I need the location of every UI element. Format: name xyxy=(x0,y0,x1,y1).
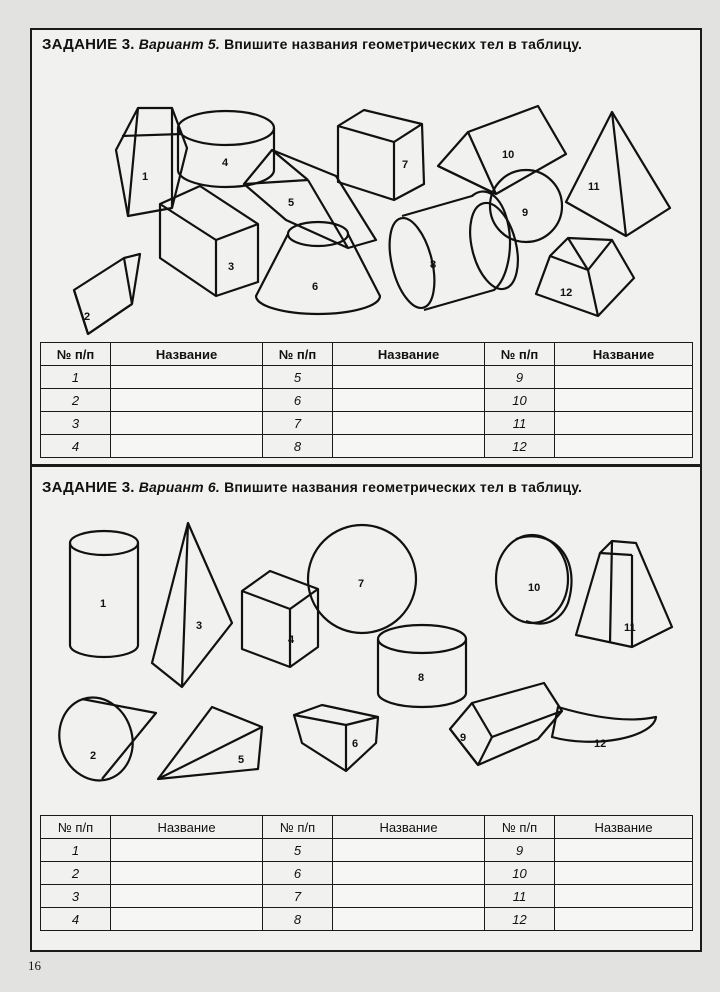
name-cell[interactable] xyxy=(111,908,263,931)
col-header-name: Название xyxy=(333,343,485,366)
shape-12-label: 12 xyxy=(560,287,573,299)
shape-7-sphere xyxy=(308,525,416,633)
col-header-number: № п/п xyxy=(485,816,555,839)
shape-11-label: 11 xyxy=(624,622,636,634)
name-cell[interactable] xyxy=(111,389,263,412)
shape-8-label: 8 xyxy=(418,672,425,684)
table-row xyxy=(41,908,693,931)
name-cell[interactable] xyxy=(555,366,693,389)
name-cell[interactable] xyxy=(555,839,693,862)
row-number: 2 xyxy=(41,862,111,885)
shape-8-cylinder-horizontal xyxy=(381,192,529,313)
shape-1-truncated-pyramid xyxy=(116,108,187,216)
name-cell[interactable] xyxy=(555,435,693,458)
table-row xyxy=(41,366,693,389)
row-number: 1 xyxy=(41,839,111,862)
task-variant-6 xyxy=(32,467,700,950)
col-header-number: № п/п xyxy=(41,343,111,366)
row-number: 8 xyxy=(263,435,333,458)
name-cell[interactable] xyxy=(111,412,263,435)
shape-12-label: 12 xyxy=(594,738,607,750)
row-number: 5 xyxy=(263,366,333,389)
shape-5-triangular-pyramid xyxy=(158,707,262,779)
shape-8-label: 8 xyxy=(430,259,437,271)
task-instruction: Впишите названия геометрических тел в таблицу. xyxy=(224,36,583,52)
row-number: 9 xyxy=(485,366,555,389)
shape-10-cylinder-disc xyxy=(496,535,572,624)
name-cell[interactable] xyxy=(333,412,485,435)
name-cell[interactable] xyxy=(333,862,485,885)
shape-3-rectangular-prism xyxy=(160,186,258,296)
name-cell[interactable] xyxy=(555,885,693,908)
shape-12-cone-sector xyxy=(552,707,656,750)
shape-3-pyramid xyxy=(152,523,232,687)
shape-4-label: 4 xyxy=(222,157,229,169)
shape-5-label: 5 xyxy=(238,754,245,766)
answer-table-variant-6 xyxy=(40,815,693,931)
shape-12-truncated-pyramid xyxy=(536,238,634,316)
worksheet-page xyxy=(30,28,702,952)
page-number: 16 xyxy=(28,958,41,973)
row-number: 7 xyxy=(263,885,333,908)
shapes-figure-variant-5 xyxy=(32,58,700,338)
name-cell[interactable] xyxy=(111,885,263,908)
shape-3-label: 3 xyxy=(196,620,203,632)
task-variant: Вариант 5. xyxy=(138,36,220,52)
row-number: 1 xyxy=(41,366,111,389)
row-number: 6 xyxy=(263,389,333,412)
task-heading xyxy=(42,479,692,496)
shape-1-label: 1 xyxy=(142,171,149,183)
name-cell[interactable] xyxy=(333,366,485,389)
name-cell[interactable] xyxy=(111,862,263,885)
shape-9-hexagonal-prism xyxy=(450,683,562,765)
col-header-number: № п/п xyxy=(485,343,555,366)
name-cell[interactable] xyxy=(555,412,693,435)
shape-6-label: 6 xyxy=(352,738,359,750)
shape-1-cylinder xyxy=(70,531,138,657)
table-header-row xyxy=(41,343,693,366)
shape-6-triangular-prism xyxy=(294,705,378,771)
name-cell[interactable] xyxy=(333,885,485,908)
shape-8-cylinder xyxy=(378,625,466,707)
col-header-name: Название xyxy=(111,816,263,839)
col-header-name: Название xyxy=(555,816,693,839)
row-number: 3 xyxy=(41,412,111,435)
shape-10-label: 10 xyxy=(528,582,541,594)
name-cell[interactable] xyxy=(555,862,693,885)
shape-11-pyramid xyxy=(566,112,670,236)
table-row xyxy=(41,435,693,458)
name-cell[interactable] xyxy=(333,435,485,458)
shape-4-label: 4 xyxy=(288,634,295,646)
task-variant-5 xyxy=(32,30,700,467)
shape-7-cube xyxy=(338,110,424,200)
table-header-row xyxy=(41,816,693,839)
shape-11-truncated-pyramid xyxy=(576,541,672,647)
col-header-number: № п/п xyxy=(263,816,333,839)
row-number: 4 xyxy=(41,435,111,458)
table-row xyxy=(41,862,693,885)
name-cell[interactable] xyxy=(111,366,263,389)
name-cell[interactable] xyxy=(555,389,693,412)
shape-4-cylinder xyxy=(178,111,274,187)
shape-10-triangular-prism xyxy=(438,106,566,194)
shapes-figure-variant-6 xyxy=(32,507,700,807)
col-header-number: № п/п xyxy=(41,816,111,839)
row-number: 3 xyxy=(41,885,111,908)
shape-2-cone xyxy=(49,688,156,790)
shape-2-triangular-prism xyxy=(74,254,140,334)
col-header-name: Название xyxy=(333,816,485,839)
col-header-name: Название xyxy=(555,343,693,366)
row-number: 12 xyxy=(485,908,555,931)
shape-1-label: 1 xyxy=(100,598,107,610)
shape-5-rectangular-prism xyxy=(244,150,376,248)
shape-3-label: 3 xyxy=(228,261,235,273)
col-header-number: № п/п xyxy=(263,343,333,366)
row-number: 11 xyxy=(485,885,555,908)
shape-2-label: 2 xyxy=(84,311,91,323)
name-cell[interactable] xyxy=(333,389,485,412)
task-instruction: Впишите названия геометрических тел в таблицу. xyxy=(224,479,583,495)
shape-9-label: 9 xyxy=(460,732,467,744)
col-header-name: Название xyxy=(111,343,263,366)
row-number: 5 xyxy=(263,839,333,862)
name-cell[interactable] xyxy=(333,839,485,862)
task-heading xyxy=(42,36,692,53)
answer-table-variant-5 xyxy=(40,342,693,458)
shape-4-cube xyxy=(242,571,318,667)
table-row xyxy=(41,412,693,435)
row-number: 11 xyxy=(485,412,555,435)
table-row xyxy=(41,389,693,412)
shape-11-label: 11 xyxy=(588,181,600,193)
table-row xyxy=(41,885,693,908)
row-number: 10 xyxy=(485,862,555,885)
row-number: 10 xyxy=(485,389,555,412)
name-cell[interactable] xyxy=(333,908,485,931)
row-number: 6 xyxy=(263,862,333,885)
shape-10-label: 10 xyxy=(502,149,515,161)
shape-9-label: 9 xyxy=(522,207,529,219)
shape-5-label: 5 xyxy=(288,197,295,209)
name-cell[interactable] xyxy=(555,908,693,931)
task-label: ЗАДАНИЕ 3. xyxy=(42,479,135,496)
shape-2-label: 2 xyxy=(90,750,97,762)
task-label: ЗАДАНИЕ 3. xyxy=(42,36,135,53)
row-number: 4 xyxy=(41,908,111,931)
name-cell[interactable] xyxy=(111,435,263,458)
name-cell[interactable] xyxy=(111,839,263,862)
table-row xyxy=(41,839,693,862)
shape-7-label: 7 xyxy=(402,159,409,171)
shape-6-label: 6 xyxy=(312,281,319,293)
row-number: 12 xyxy=(485,435,555,458)
shape-7-label: 7 xyxy=(358,578,365,590)
row-number: 9 xyxy=(485,839,555,862)
shape-6-truncated-cone xyxy=(256,222,380,314)
row-number: 7 xyxy=(263,412,333,435)
row-number: 2 xyxy=(41,389,111,412)
task-variant: Вариант 6. xyxy=(138,479,220,495)
row-number: 8 xyxy=(263,908,333,931)
